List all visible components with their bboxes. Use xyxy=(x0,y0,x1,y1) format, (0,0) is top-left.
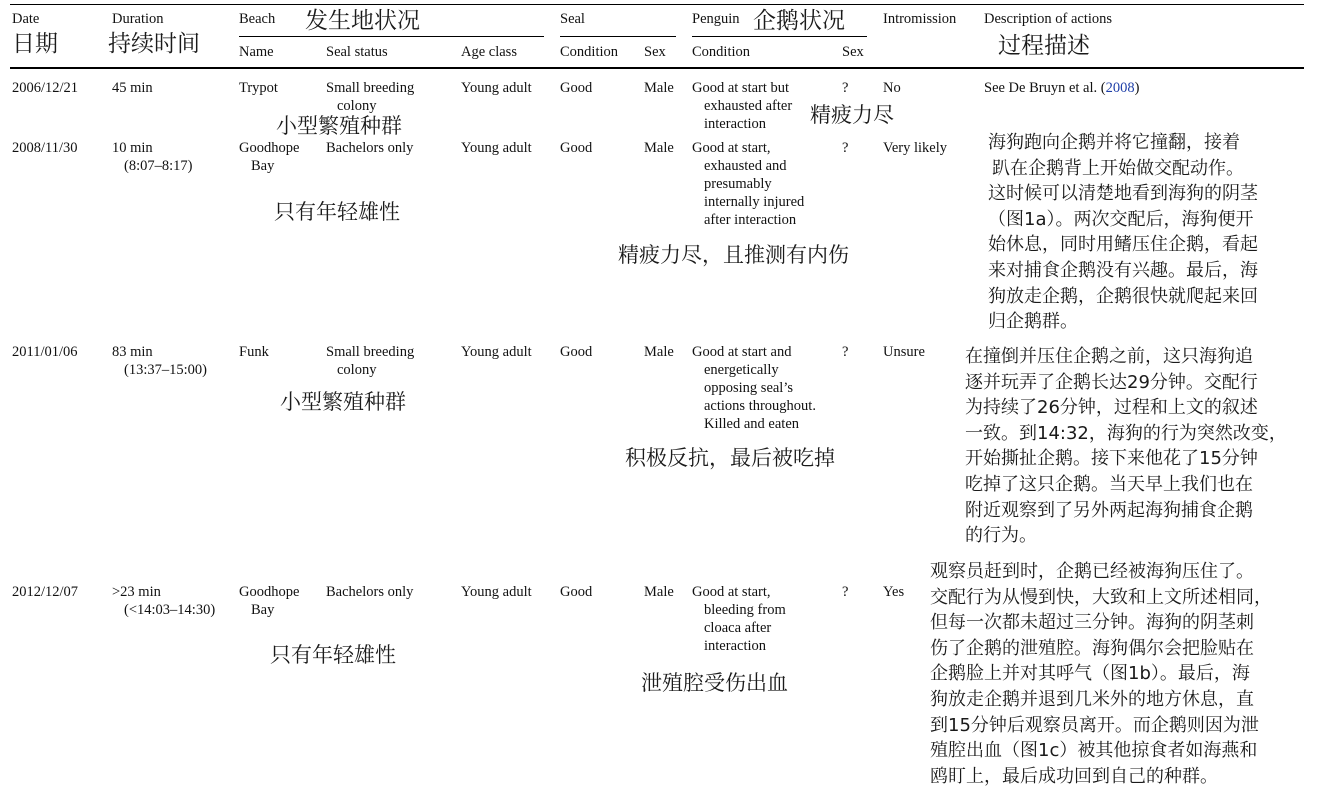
row-duration: 45 min xyxy=(112,80,153,96)
row-penguin-condition: Good at start, bleeding from cloaca after interaction xyxy=(692,584,786,654)
row-penguin-sex: ? xyxy=(842,584,849,600)
row-date: 2006/12/21 xyxy=(12,80,79,96)
header-seal-sex: Sex xyxy=(644,44,666,60)
header-beach-cn: 发生地状况 xyxy=(305,8,420,34)
row-date: 2008/11/30 xyxy=(12,140,78,156)
row-age-class: Young adult xyxy=(461,584,532,600)
row-seal-status: Bachelors only xyxy=(326,140,414,156)
header-intromission: Intromission xyxy=(883,11,957,27)
row-age-class: Young adult xyxy=(461,80,532,96)
seal-group-rule xyxy=(560,36,676,37)
row-seal-status-cn: 小型繁殖种群 xyxy=(280,390,406,414)
row-description: See De Bruyn et al. (2008) xyxy=(984,80,1140,96)
header-penguin-en: Penguin xyxy=(692,11,740,27)
header-seal-condition: Condition xyxy=(560,44,619,60)
row-seal-sex: Male xyxy=(644,80,674,96)
row-penguin-condition: Good at start, exhausted and presumably internally injured after interaction xyxy=(692,140,805,228)
row-description-cn: 在撞倒并压住企鹅之前，这只海狗追 逐并玩弄了企鹅长达29分钟。交配行 为持续了26分钟，过程和上文的叙述 一致。到14:32，海狗的行为突然改变， 开始撕扯企鹅。接下来他花了15分钟 吃掉了这只企鹅。当天早上我们也在 附近观察到了另外两起海狗捕食企鹅 的行为。 xyxy=(965,346,1287,547)
row-seal-condition: Good xyxy=(560,140,593,156)
row-duration: >23 min (<14:03–14:30) xyxy=(112,584,216,618)
row-intromission: No xyxy=(883,80,901,96)
row-duration: 10 min (8:07–8:17) xyxy=(112,140,193,174)
header-seal-status: Seal status xyxy=(326,44,388,60)
row-date: 2011/01/06 xyxy=(12,344,78,360)
row-seal-sex: Male xyxy=(644,344,674,360)
row-seal-status-cn: 只有年轻雄性 xyxy=(270,643,396,667)
row-penguin-condition-cn: 积极反抗，最后被吃掉 xyxy=(625,446,835,470)
row-penguin-condition-cn: 精疲力尽，且推测有内伤 xyxy=(618,243,849,267)
row-beach: Funk xyxy=(239,344,269,360)
header-duration-cn: 持续时间 xyxy=(108,31,200,57)
top-rule xyxy=(10,4,1304,5)
row-penguin-condition-cn: 精疲力尽 xyxy=(810,103,894,127)
header-penguin-condition: Condition xyxy=(692,44,751,60)
header-age-class: Age class xyxy=(461,44,517,60)
header-penguin-cn: 企鹅状况 xyxy=(753,8,845,34)
citation-link[interactable]: 2008 xyxy=(1105,80,1135,96)
row-intromission: Yes xyxy=(883,584,905,600)
row-seal-condition: Good xyxy=(560,344,593,360)
row-seal-condition: Good xyxy=(560,584,593,600)
row-beach: Goodhope Bay xyxy=(239,140,300,174)
row-penguin-sex: ? xyxy=(842,80,849,96)
header-beach-en: Beach xyxy=(239,11,276,27)
row-duration: 83 min (13:37–15:00) xyxy=(112,344,207,378)
row-beach: Trypot xyxy=(239,80,278,96)
row-penguin-condition: Good at start but exhausted after interaction xyxy=(692,80,793,132)
row-seal-status: Small breeding colony xyxy=(326,80,415,114)
header-beach-name: Name xyxy=(239,44,274,60)
header-date-en: Date xyxy=(12,11,40,27)
row-seal-condition: Good xyxy=(560,80,593,96)
row-description-cn: 海狗跑向企鹅并将它撞翻，接着 趴在企鹅背上开始做交配动作。 这时候可以清楚地看到海狗的阴茎 （图1a）。两次交配后，海狗便开 始休息，同时用鳍压住企鹅，看起 来对捕食企鹅没有兴趣。最后，海 狗放走企鹅，企鹅很快就爬起来回 归企鹅群。 xyxy=(988,132,1258,333)
row-seal-status-cn: 只有年轻雄性 xyxy=(274,200,400,224)
row-seal-sex: Male xyxy=(644,584,674,600)
row-seal-status: Small breeding colony xyxy=(326,344,415,378)
row-intromission: Unsure xyxy=(883,344,925,360)
header-bottom-rule xyxy=(10,67,1304,69)
row-beach: Goodhope Bay xyxy=(239,584,300,618)
row-penguin-condition: Good at start and energetically opposing seal’s actions throughout. Killed and eaten xyxy=(692,344,816,432)
row-seal-status-cn: 小型繁殖种群 xyxy=(276,114,402,138)
row-penguin-sex: ? xyxy=(842,344,849,360)
row-date: 2012/12/07 xyxy=(12,584,79,600)
beach-group-rule xyxy=(239,36,544,37)
header-description-cn: 过程描述 xyxy=(998,33,1090,59)
row-penguin-condition-cn: 泄殖腔受伤出血 xyxy=(641,671,788,695)
header-date-cn: 日期 xyxy=(12,31,58,57)
row-penguin-sex: ? xyxy=(842,140,849,156)
row-age-class: Young adult xyxy=(461,140,532,156)
penguin-group-rule xyxy=(692,36,867,37)
row-seal-status: Bachelors only xyxy=(326,584,414,600)
header-description-en: Description of actions xyxy=(984,11,1113,27)
row-age-class: Young adult xyxy=(461,344,532,360)
header-duration-en: Duration xyxy=(112,11,164,27)
header-seal-en: Seal xyxy=(560,11,585,27)
row-seal-sex: Male xyxy=(644,140,674,156)
row-intromission: Very likely xyxy=(883,140,948,156)
header-penguin-sex: Sex xyxy=(842,44,864,60)
row-description-cn: 观察员赶到时，企鹅已经被海狗压住了。 交配行为从慢到快，大致和上文所述相同， 但每一次都未超过三分钟。海狗的阴茎刺 伤了企鹅的泄殖腔。海狗偶尔会把脸贴在 企鹅脸上并对其呼气（图1b）。最后，海 狗放走企鹅并退到几米外的地方休息，直 到15分钟后观察员离开。而企鹅则因为泄 殖腔出血（图1c）被其他掠食者如海燕和 鸥盯上，最后成功回到自己的种群。 xyxy=(930,561,1272,787)
